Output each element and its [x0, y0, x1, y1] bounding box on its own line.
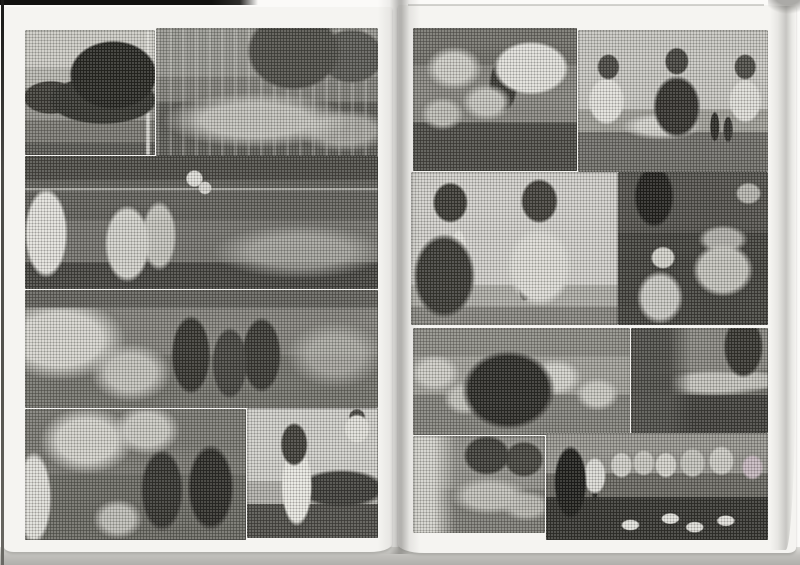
photo-two-speakers — [411, 172, 618, 325]
photo-flower-parade — [25, 290, 378, 408]
photo-wreath-crowd — [25, 409, 246, 540]
scanner-edge-top — [0, 0, 258, 5]
photo-table-award — [247, 408, 378, 538]
scanner-edge-left — [1, 0, 4, 565]
photo-courtyard-group — [631, 328, 768, 433]
photo-children-outdoors — [413, 436, 545, 533]
photo-office-meeting — [546, 433, 768, 540]
photo-flower-display — [413, 28, 577, 171]
photo-jury-table — [578, 30, 768, 172]
page-edge-shadow-right — [770, 6, 796, 550]
right-page-top-edge — [408, 4, 764, 6]
photo-stage-ceremony — [25, 156, 378, 289]
photo-street-crowd — [156, 28, 378, 156]
photo-garden-party — [413, 328, 630, 435]
page-corner-shadow — [768, 0, 800, 30]
photo-flower-basket — [618, 172, 768, 325]
gutter-binding-shadow — [378, 0, 420, 554]
photo-trucks — [25, 30, 155, 155]
